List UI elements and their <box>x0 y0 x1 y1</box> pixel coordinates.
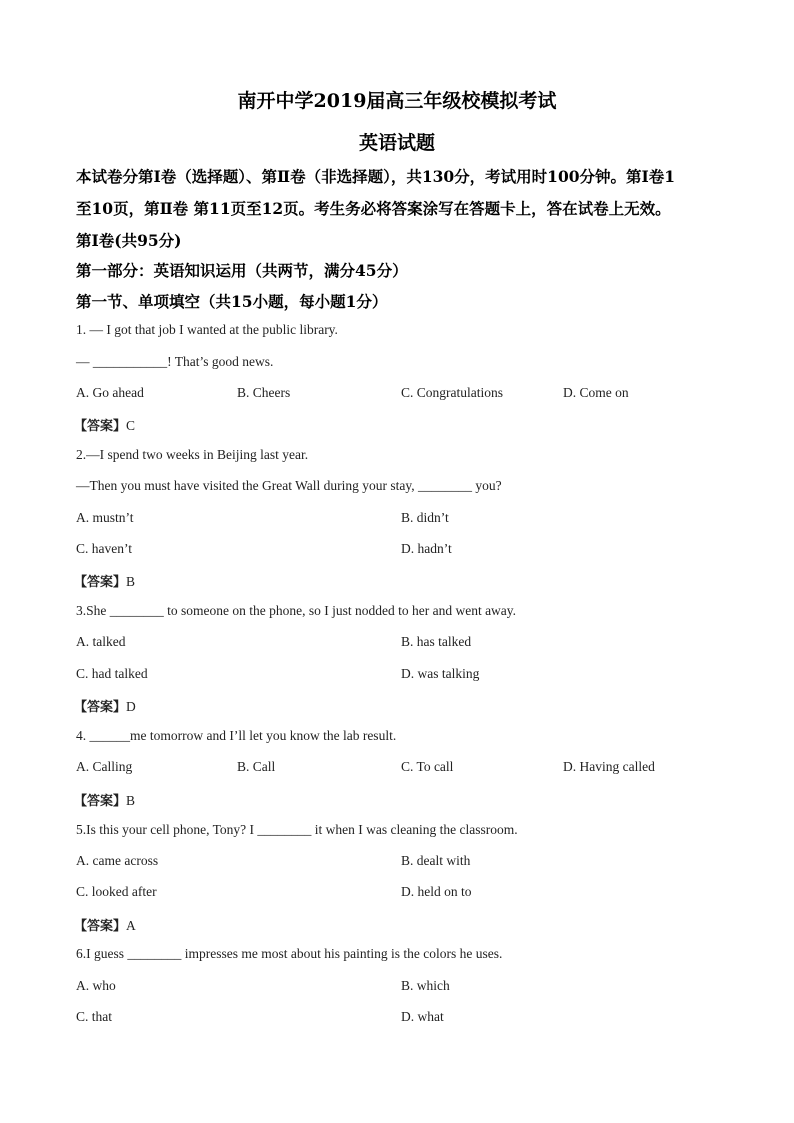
answer-line <box>74 915 136 934</box>
option-b: B. which <box>401 978 450 993</box>
answer-value: D <box>126 699 136 714</box>
option-d: D. Having called <box>563 759 655 774</box>
answer-tag: 【答案】 <box>74 575 127 590</box>
question-stem: 2.—I spend two weeks in Beijing last year. <box>76 447 309 462</box>
section-label: 第一部分：英语知识运用（共两节，满分45分） <box>76 261 408 280</box>
option-b: B. Cheers <box>237 385 291 400</box>
option-d: D. hadn’t <box>401 541 452 556</box>
answer-line <box>74 415 135 434</box>
question-stem: 6.I guess ________ impresses me most about his painting is the colors he uses. <box>76 946 503 961</box>
option-a: A. talked <box>76 634 126 649</box>
option-a: A. Calling <box>76 759 133 774</box>
answer-tag: 【答案】 <box>74 700 127 715</box>
option-c: C. To call <box>401 759 454 774</box>
answer-value: C <box>126 418 136 433</box>
option-a: A. mustn’t <box>76 510 134 525</box>
question-stem: 4. ______me tomorrow and I’ll let you know the lab result. <box>76 728 397 743</box>
option-b: B. has talked <box>401 634 472 649</box>
option-b: B. didn’t <box>401 510 449 525</box>
option-b: B. dealt with <box>401 853 471 868</box>
answer-value: B <box>126 793 136 808</box>
option-d: D. what <box>401 1009 444 1024</box>
subsection-label: 第一节、单项填空（共15小题，每小题1分） <box>76 292 388 311</box>
question-stem: 3.She ________ to someone on the phone, so I just nodded to her and went away. <box>76 603 517 618</box>
option-c: C. had talked <box>76 666 148 681</box>
option-c: C. Congratulations <box>401 385 503 400</box>
answer-value: B <box>126 574 136 589</box>
answer-line <box>74 696 136 715</box>
page-title: 南开中学2019届高三年级校模拟考试 <box>237 90 557 112</box>
question-stem-2: —Then you must have visited the Great Wall during your stay, ________ you? <box>76 478 502 493</box>
option-c: C. haven’t <box>76 541 132 556</box>
option-a: A. who <box>76 978 116 993</box>
option-d: D. was talking <box>401 666 480 681</box>
option-c: C. that <box>76 1009 112 1024</box>
question-stem: 5.Is this your cell phone, Tony? I ________ it when I was cleaning the classroom. <box>76 822 518 837</box>
answer-tag: 【答案】 <box>74 419 127 434</box>
option-a: A. came across <box>76 853 159 868</box>
answer-tag: 【答案】 <box>74 794 127 809</box>
intro-line-2: 至10页，第Ⅱ卷 第11页至12页。考生务必将答案涂写在答题卡上，答在试卷上无效。 <box>76 199 671 218</box>
answer-line <box>74 790 135 809</box>
option-d: D. Come on <box>563 385 629 400</box>
option-c: C. looked after <box>76 884 157 899</box>
question-stem: 1. — I got that job I wanted at the public library. <box>76 322 338 337</box>
answer-line <box>74 571 135 590</box>
intro-line-1: 本试卷分第Ⅰ卷（选择题）、第Ⅱ卷（非选择题），共130分，考试用时100分钟。第Ⅰ卷1 <box>76 167 676 186</box>
question-stem-2: — ___________! That’s good news. <box>76 354 274 369</box>
option-b: B. Call <box>237 759 276 774</box>
part-label: 第Ⅰ卷(共95分) <box>76 231 182 250</box>
answer-tag: 【答案】 <box>74 919 127 934</box>
option-a: A. Go ahead <box>76 385 144 400</box>
page-subtitle: 英语试题 <box>358 132 435 154</box>
answer-value: A <box>126 918 136 933</box>
option-d: D. held on to <box>401 884 472 899</box>
